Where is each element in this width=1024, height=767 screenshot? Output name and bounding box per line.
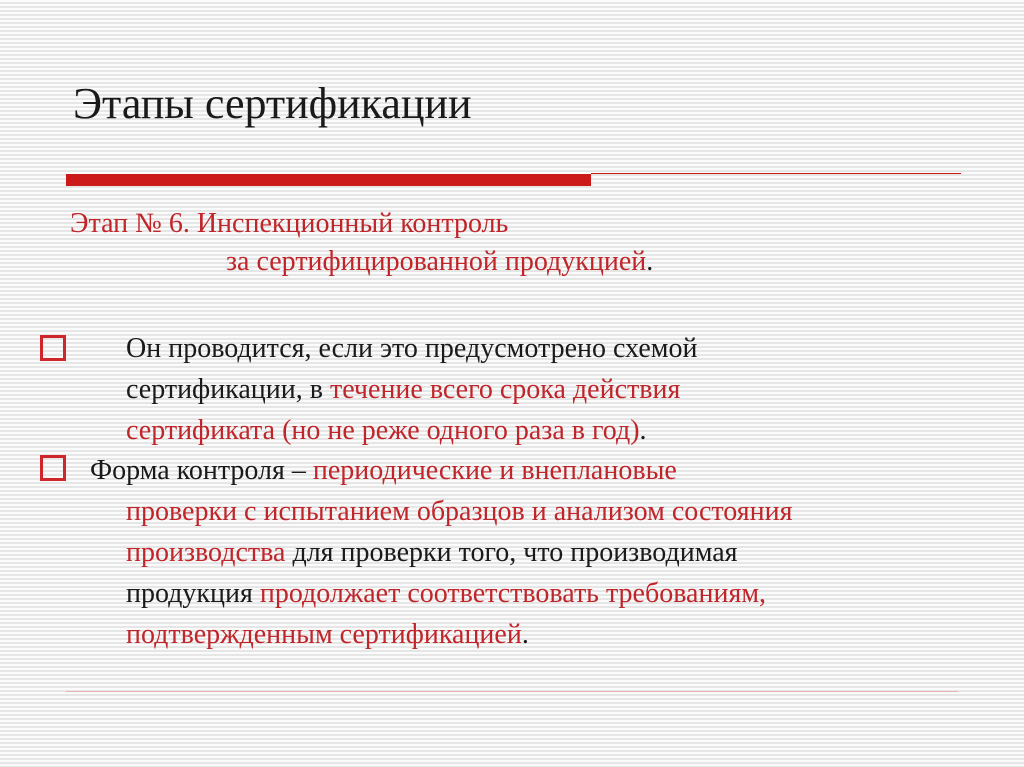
bullet-1-part-5: . [639,415,647,446]
bullet-1-part-4: сертификата (но не реже одного раза в год) [126,415,640,446]
bullet-2-part-7: продолжает соответствовать требованиям, [259,578,767,609]
stage-heading-line-2 [70,243,653,281]
title-underline-thin [591,173,961,174]
stage-heading-line-2-text: за сертифицированной продукцией [226,246,647,277]
bullet-2-part-4: производства [126,537,286,568]
bullet-1-part-2: сертификации, в [126,374,330,405]
title-underline-thick [66,174,591,186]
footer-divider [66,691,958,692]
bullet-2-line-5 [90,614,970,655]
bullet-2-part-8: подтвержденным сертификацией [126,619,522,650]
square-bullet-icon [40,455,66,481]
stage-heading [70,205,653,281]
bullet-2-part-6: продукция [126,578,260,609]
bullet-2-part-3: проверки с испытанием образцов и анализом состояния [126,496,793,527]
stage-heading-line-2-dot: . [646,246,654,277]
square-bullet-icon [40,335,66,361]
bullet-2-part-9: . [521,619,529,650]
slide-title: Этапы сертификации [73,79,472,128]
bullet-text-2 [90,450,970,655]
bullet-2-part-5: для проверки того, что производимая [285,537,738,568]
bullet-1-part-3: течение всего срока действия [329,374,681,405]
bullet-text-1 [126,328,846,451]
bullet-2-line-3 [90,532,970,573]
bullet-2-part-1: Форма контроля – [90,455,313,486]
bullet-1-part-1: Он проводится, если это предусмотрено схемой [126,333,698,364]
stage-heading-line-1: Этап № 6. Инспекционный контроль [70,208,509,239]
bullet-2-part-2: периодические и внеплановые [312,455,677,486]
bullet-2-line-4 [90,573,970,614]
